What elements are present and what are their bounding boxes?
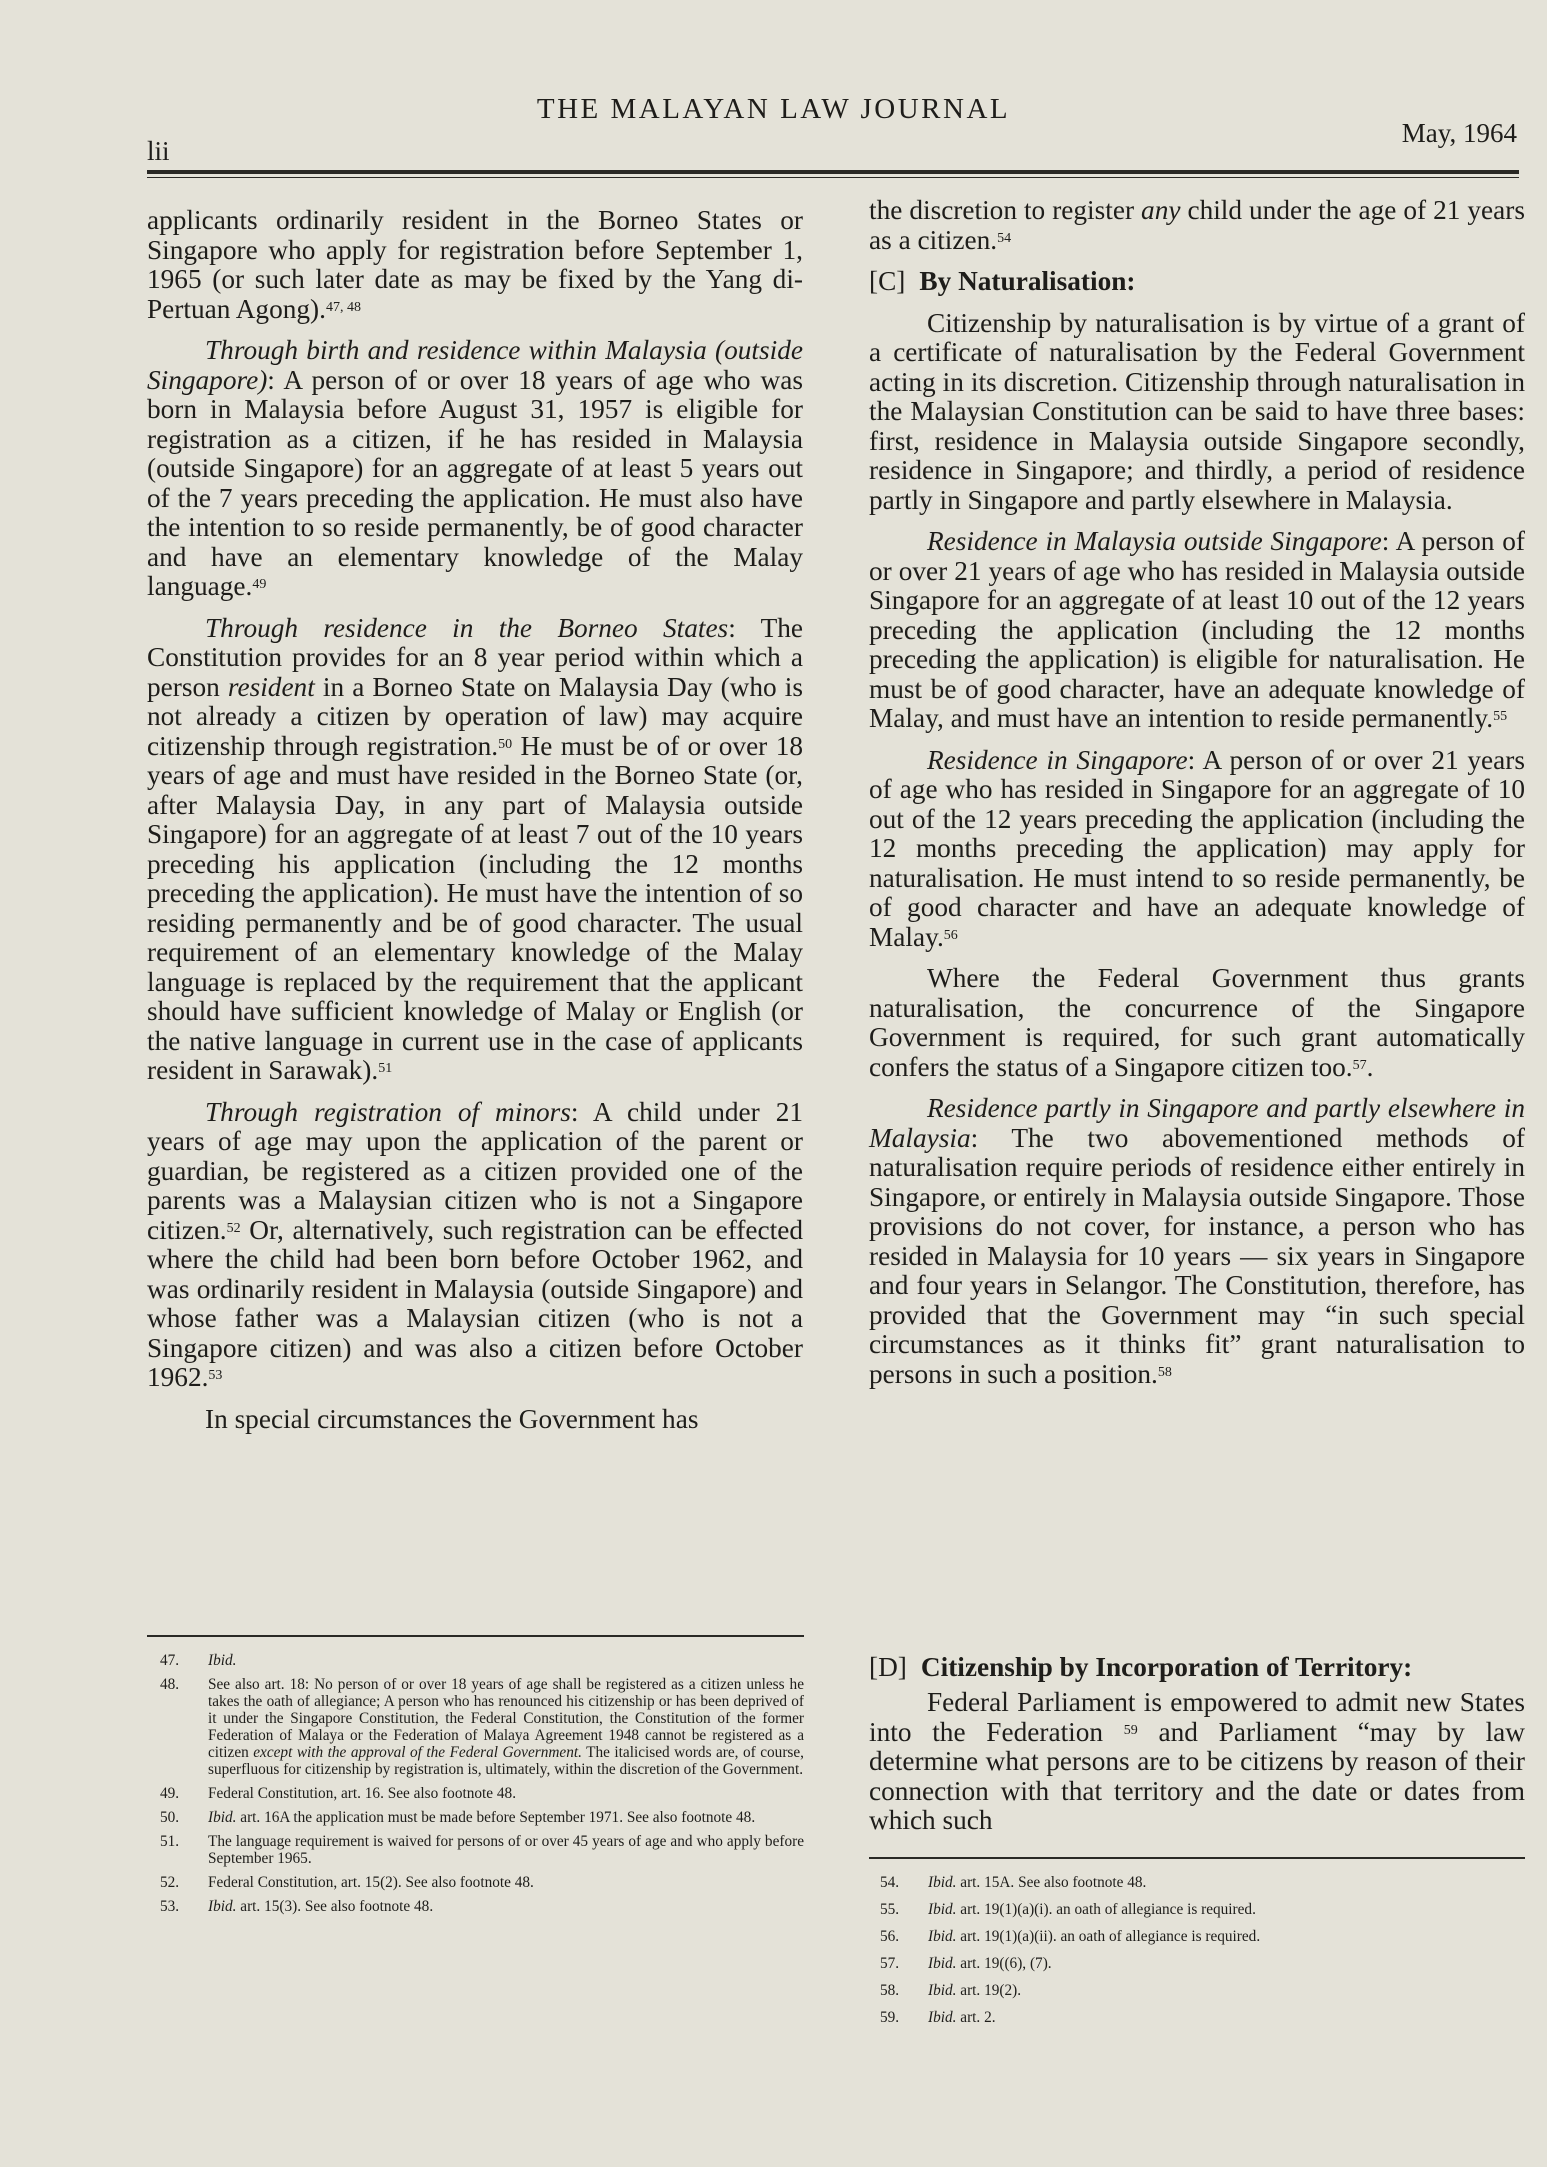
header-rule-thin — [147, 177, 1519, 178]
section-heading-c: [C] By Naturalisation: — [869, 266, 1136, 296]
journal-title: THE MALAYAN LAW JOURNAL — [536, 93, 1011, 125]
footnote-ref: 53 — [208, 1368, 223, 1383]
right-column — [869, 196, 1525, 1389]
footnotes-right — [880, 1874, 1525, 2036]
paragraph: Through residence in the Borneo States: The Constitution provides for an 8 year period within which a person resident in a Borneo State on Malaysia Day (who is not already a citizen by operation of law) may acquire citizenship through registration.$^{50}$ He must be of or over 18 years of age and must have resided in the Borneo State (or, after Malaysia Day, in any part of Malaysia outside Singapore) for an aggregate of at least 7 out of the 10 years preceding his application (including the 12 months preceding the application). He must have the intention of so residing permanently and be of good character. The usual requirement of an elementary knowledge of the Malay language is replaced by the requirement that the applicant should have sufficient knowledge of Malay or English (or the native language in current use in the case of applicants resident in Sarawak).$^{51}$ — [147, 612, 804, 1085]
footnote-ref: 56 — [943, 927, 958, 943]
paragraph-heading: Residence partly in Singapore and partly elsewhere in Malaysia — [869, 1093, 1525, 1153]
footnote: 54. Ibid. art. 15A. See also footnote 48. — [880, 1874, 1147, 1891]
section-heading-d: [D] Citizenship by Incorporation of Territory: — [869, 1652, 1413, 1682]
paragraph-heading: Through registration of minors — [205, 1096, 571, 1127]
paragraph: Residence in Malaysia outside Singapore: A person of or over 21 years of age who has resided in Malaysia outside Singapore for an aggregate of at least 10 out of the 12 years preceding the application (including the 12 months preceding the application) is eligible for naturalisation. He must be of good character, have an adequate knowledge of Malay, and must have an intention to reside permanently.$^{55}$ — [869, 526, 1525, 733]
footnote: 55. Ibid. art. 19(1)(a)(i). an oath of allegiance is required. — [880, 1901, 1256, 1918]
footnote: 48. See also art. 18: No person of or over 18 years of age shall be registered as a citizen unless he takes the oath of allegiance; A person who has renounced his citizenship or has been deprived of it under the Singapore Constitution, the Federal Constitution, the Constitution of the former Federation of Malaya or the Federation of Malaya Agreement 1948 cannot be registered as a citizen except with the approval of the Federal Government. The italicised words are, of course, superfluous for citizenship by registration is, ultimately, within the discretion of the Government. — [160, 1676, 804, 1778]
footnote-ref: 51 — [378, 1061, 393, 1076]
paragraph: the discretion to register any child under the age of 21 years as a citizen.$^{54}$ — [869, 195, 1525, 255]
paragraph: Residence in Singapore: A person of or over 21 years of age who has resided in Singapore for an aggregate of 10 out of the 12 years preceding the application (including the 12 months preceding the application) may apply for naturalisation. He must intend to so reside permanently, be of good character and have an adequate knowledge of Malay.$^{56}$ — [869, 744, 1525, 952]
footnote: 52. Federal Constitution, art. 15(2). See also footnote 48. — [160, 1874, 534, 1891]
paragraph-heading: Residence in Singapore — [927, 744, 1188, 775]
paragraph-heading: Through birth and residence within Malaysia (outside Singapore) — [147, 335, 803, 395]
paragraph: Federal Parliament is empowered to admit new States into the Federation $^{59}$ and Parliament “may by law determine what persons are to be citizens by reason of their connection with that territory and the date or dates from which such — [869, 1687, 1525, 1835]
paragraph: Where the Federal Government thus grants naturalisation, the concurrence of the Singapore Government is required, for such grant automatically confers the status of a Singapore citizen too.$^{57}$. — [869, 963, 1525, 1082]
footnote-ref: 59 — [1123, 1722, 1138, 1738]
footnote-rule — [869, 1857, 1525, 1859]
paragraph: Residence partly in Singapore and partly elsewhere in Malaysia: The two abovementioned methods of naturalisation require periods of residence either entirely in Singapore, or entirely in Malaysia outside Singapore. Those provisions do not cover, for instance, a person who has resided in Malaysia for 10 years — six years in Singapore and four years in Selangor. The Constitution, therefore, has provided that the Government may “in such special circumstances as it thinks fit” grant naturalisation to persons in such a position.$^{58}$ — [869, 1093, 1525, 1389]
footnote: 53. Ibid. art. 15(3). See also footnote 48. — [160, 1898, 434, 1915]
paragraph: applicants ordinarily resident in the Borneo States or Singapore who apply for registration before September 1, 1965 (or such later date as may be fixed by the Yang di-Pertuan Agong).$^{47, 48}$ — [147, 205, 803, 324]
header-rule — [147, 170, 1519, 174]
footnote: 56. Ibid. art. 19(1)(a)(ii). an oath of allegiance is required. — [880, 1928, 1261, 1945]
footnote-ref: 55 — [1493, 709, 1508, 724]
right-column-continued — [869, 1688, 1525, 1836]
footnotes-left — [160, 1652, 804, 1922]
paragraph: Citizenship by naturalisation is by virtue of a grant of a certificate of naturalisation by the Federal Government acting in its discretion. Citizenship through naturalisation in the Malaysian Constitution can be said to have three bases: first, residence in Malaysia outside Singapore secondly, residence in Singapore; and thirdly, a period of residence partly in Singapore and partly elsewhere in Malaysia. — [869, 307, 1525, 515]
footnote: 58. Ibid. art. 19(2). — [880, 1982, 1022, 1999]
footnote: 50. Ibid. art. 16A the application must be made before September 1971. See also footnote 48. — [160, 1809, 756, 1826]
footnote: 47. Ibid. — [160, 1652, 237, 1669]
footnote: 49. Federal Constitution, art. 16. See also footnote 48. — [160, 1785, 517, 1802]
footnote-ref: 50 — [498, 736, 513, 752]
footnote-ref: 52 — [226, 1220, 241, 1236]
footnote-ref: 57 — [1352, 1057, 1367, 1073]
footnote-ref: 54 — [997, 230, 1012, 246]
footnote-rule — [147, 1635, 804, 1637]
issue-date: May, 1964 — [1401, 118, 1517, 148]
left-column — [147, 206, 803, 1434]
paragraph-heading: Through residence in the Borneo States — [205, 612, 729, 643]
footnote-ref: 49 — [252, 577, 267, 592]
footnote: 51. The language requirement is waived for persons of or over 45 years of age and who apply before September 1965. — [160, 1833, 804, 1867]
paragraph-heading: Residence in Malaysia outside Singapore — [927, 526, 1382, 556]
footnote-ref: 58 — [1157, 1364, 1172, 1380]
footnote: 59. Ibid. art. 2. — [880, 2009, 996, 2026]
paragraph: Through registration of minors: A child under 21 years of age may upon the application of the parent or guardian, be registered as a citizen provided one of the parents was a Malaysian citizen who is not a Singapore citizen.$^{52}$ Or, alternatively, such registration can be effected where the child had been born before October 1962, and was ordinarily resident in Malaysia (outside Singapore) and whose father was a Malaysian citizen (who is not a Singapore citizen) and was also a citizen before October 1962.53 — [147, 1096, 803, 1392]
page-number: lii — [147, 136, 170, 166]
paragraph: In special circumstances the Government has — [205, 1403, 699, 1434]
footnote-ref: 47, 48 — [325, 299, 361, 315]
paragraph: Through birth and residence within Malaysia (outside Singapore): A person of or over 18 years of age who was born in Malaysia before August 31, 1957 is eligible for registration as a citizen, if he has resided in Malaysia (outside Singapore) for an aggregate of at least 5 years out of the 7 years preceding the application. He must also have the intention to so reside permanently, be of good character and have an elementary knowledge of the Malay language.$^{49}$ — [147, 335, 803, 601]
footnote: 57. Ibid. art. 19((6), (7). — [880, 1955, 1052, 1972]
